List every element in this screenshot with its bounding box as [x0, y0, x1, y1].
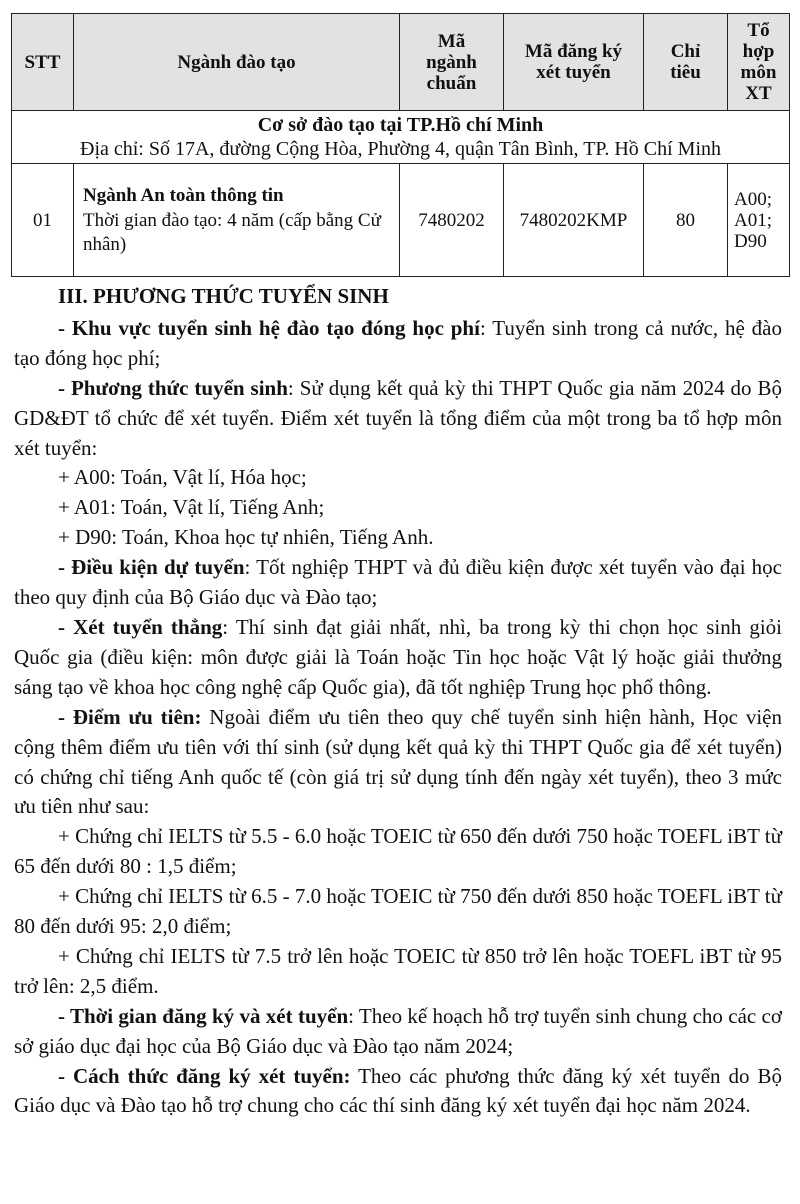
- row-code-registration: 7480202KMP: [504, 164, 644, 277]
- list-item: [14, 493, 782, 523]
- site-row: [12, 111, 790, 164]
- paragraph: [14, 1062, 782, 1122]
- paragraph-label: - Thời gian đăng ký và xét tuyển: [58, 1003, 349, 1028]
- site-cell: [12, 111, 790, 164]
- table-header-row: [12, 14, 790, 111]
- combo-item: D90: [734, 230, 767, 252]
- site-address: Địa chỉ: Số 17A, đường Cộng Hòa, Phường 4, quận Tân Bình, TP. Hồ Chí Minh: [80, 138, 721, 160]
- paragraph: [14, 553, 782, 613]
- combo-item: A01;: [734, 209, 772, 231]
- header-subject-combination: Tổ hợp môn XT: [728, 14, 790, 111]
- row-major: [74, 164, 400, 277]
- paragraph-text: : Thí sinh đạt giải nhất, nhì, ba trong kỳ thi chọn học sinh giỏi Quốc gia (điều kiện: môn được giải là Toán hoặc Tin học hoặc Vật lý hoặc giải thưởng sáng tạo về khoa học công nghệ cấp Quốc gia), đã tốt nghiệp Trung học phổ thông.: [14, 614, 782, 699]
- major-name: Ngành An toàn thông tin: [83, 185, 284, 206]
- paragraph-label: - Điểm ưu tiên:: [58, 704, 202, 729]
- paragraph: [14, 613, 782, 703]
- list-item: [14, 523, 782, 553]
- paragraph-text: : Tuyển sinh trong cả nước, hệ đào tạo đóng học phí;: [14, 315, 782, 370]
- paragraph-label: - Phương thức tuyển sinh: [58, 375, 288, 400]
- table-row: [12, 164, 790, 277]
- row-code-standard: 7480202: [400, 164, 504, 277]
- paragraph: [14, 703, 782, 823]
- paragraph: [14, 374, 782, 464]
- paragraph: [14, 1002, 782, 1062]
- paragraph-text: Ngoài điểm ưu tiên theo quy chế tuyển sinh hiện hành, Học viện cộng thêm điểm ưu tiên với thí sinh (sử dụng kết quả kỳ thi THPT Quốc gia để xét tuyển) có chứng chỉ tiếng Anh quốc tế (còn giá trị sử dụng tính đến ngày xét tuyển), theo 3 mức ưu tiên như sau:: [14, 704, 782, 819]
- paragraph-text: + Chứng chỉ IELTS từ 5.5 - 6.0 hoặc TOEIC từ 650 đến dưới 750 hoặc TOEFL iBT từ 65 đến dưới 80 : 1,5 điểm;: [14, 824, 782, 879]
- header-code-standard: Mã ngành chuẩn: [400, 14, 504, 111]
- row-stt: 01: [12, 164, 74, 277]
- header-stt: STT: [12, 14, 74, 111]
- list-item: [14, 463, 782, 493]
- list-item: [14, 882, 782, 942]
- paragraph-label: - Cách thức đăng ký xét tuyển:: [58, 1063, 351, 1088]
- header-quota: Chỉ tiêu: [644, 14, 728, 111]
- admission-method-section: [14, 282, 782, 1121]
- paragraph-text: + D90: Toán, Khoa học tự nhiên, Tiếng Anh.: [58, 525, 434, 550]
- paragraph-text: : Tốt nghiệp THPT và đủ điều kiện được xét tuyển vào đại học theo quy định của Bộ Giáo dục và Đào tạo;: [14, 555, 782, 610]
- paragraph-label: - Xét tuyển thẳng: [58, 614, 223, 639]
- row-combinations: [728, 164, 790, 277]
- major-duration: Thời gian đào tạo: 4 năm (cấp bằng Cử nhân): [83, 210, 381, 255]
- paragraph: [14, 314, 782, 374]
- paragraph-text: + A01: Toán, Vật lí, Tiếng Anh;: [58, 495, 325, 520]
- paragraph-label: - Điều kiện dự tuyển: [58, 555, 245, 580]
- paragraph-text: + Chứng chỉ IELTS từ 7.5 trở lên hoặc TOEIC từ 850 trở lên hoặc TOEFL iBT từ 95 trở lên: 2,5 điểm.: [14, 943, 782, 998]
- list-item: [14, 822, 782, 882]
- paragraph-text: + A00: Toán, Vật lí, Hóa học;: [58, 465, 307, 490]
- paragraph-text: : Sử dụng kết quả kỳ thi THPT Quốc gia năm 2024 do Bộ GD&ĐT tổ chức để xét tuyển. Điểm xét tuyển là tổng điểm của một trong ba tổ hợp môn xét tuyển:: [14, 375, 783, 460]
- paragraph-text: + Chứng chỉ IELTS từ 6.5 - 7.0 hoặc TOEIC từ 750 đến dưới 850 hoặc TOEFL iBT từ 80 đến dưới 95: 2,0 điểm;: [14, 884, 782, 939]
- paragraph-text: Theo các phương thức đăng ký xét tuyển do Bộ Giáo dục và Đào tạo hỗ trợ chung cho các thí sinh đăng ký xét tuyển đại học năm 2024.: [14, 1063, 782, 1118]
- header-code-registration: Mã đăng ký xét tuyển: [504, 14, 644, 111]
- admission-table: [11, 13, 790, 277]
- paragraph-label: - Khu vực tuyển sinh hệ đào tạo đóng học phí: [58, 315, 480, 340]
- site-name: Cơ sở đào tạo tại TP.Hồ chí Minh: [257, 114, 544, 136]
- section-title: III. PHƯƠNG THỨC TUYỂN SINH: [58, 284, 389, 308]
- combo-item: A00;: [734, 188, 772, 210]
- header-major: Ngành đào tạo: [74, 14, 400, 111]
- list-item: [14, 942, 782, 1002]
- paragraph-text: : Theo kế hoạch hỗ trợ tuyển sinh chung cho các cơ sở giáo dục đại học của Bộ Giáo dục và Đào tạo năm 2024;: [14, 1003, 782, 1058]
- row-quota: 80: [644, 164, 728, 277]
